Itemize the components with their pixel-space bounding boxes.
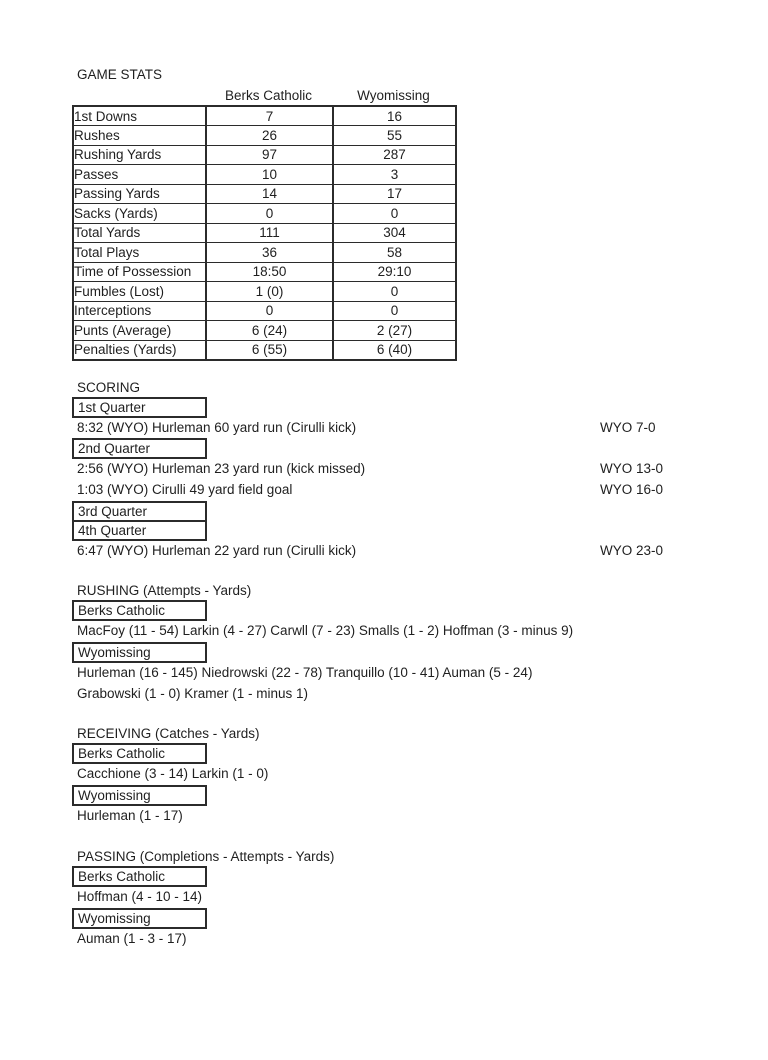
column-header-berks-catholic: Berks Catholic — [224, 88, 313, 103]
wyomissing-value: 58 — [333, 243, 456, 263]
spacer — [72, 361, 768, 380]
berks-catholic-value: 6 (24) — [206, 321, 333, 341]
wyomissing-value: 29:10 — [333, 262, 456, 282]
stats-row-rushing-yards — [73, 145, 456, 165]
passing-line — [72, 887, 768, 908]
receiving-line-text: Hurleman (1 - 17) — [77, 808, 183, 824]
berks-catholic-value: 7 — [206, 106, 333, 126]
stat-label: Rushes — [73, 126, 206, 146]
stat-label: 1st Downs — [73, 106, 206, 126]
passing-section-title: PASSING (Completions - Attempts - Yards) — [77, 848, 335, 864]
berks-catholic-value: 0 — [206, 204, 333, 224]
wyomissing-value: 287 — [333, 145, 456, 165]
berks-catholic-value: 0 — [206, 301, 333, 321]
wyomissing-value: 0 — [333, 301, 456, 321]
wyomissing-value: 6 (40) — [333, 340, 456, 360]
stats-table-header — [72, 88, 455, 104]
scoring-line — [72, 418, 768, 439]
column-header-wyomissing: Wyomissing — [357, 88, 430, 103]
stats-header-spacer — [72, 88, 205, 104]
wyomissing-value: 304 — [333, 223, 456, 243]
quarter-box-scoring-3rd-quarter: 3rd Quarter — [72, 501, 207, 522]
receiving-items — [72, 743, 768, 826]
stats-row-penalties-yards — [73, 340, 456, 360]
quarter-box-scoring-4th-quarter: 4th Quarter — [72, 520, 207, 541]
wyomissing-value: 16 — [333, 106, 456, 126]
scoring-section-title: SCORING — [77, 379, 141, 395]
scoring-items — [72, 397, 768, 562]
rushing-items — [72, 600, 768, 704]
wyomissing-value: 2 (27) — [333, 321, 456, 341]
passing-line-text: Hoffman (4 - 10 - 14) — [77, 888, 203, 904]
running-score: WYO 7-0 — [600, 419, 656, 435]
stats-row-passes — [73, 165, 456, 185]
receiving-line — [72, 806, 768, 827]
scoring-line — [72, 459, 768, 480]
team-box-passing-berks-catholic: Berks Catholic — [72, 866, 207, 887]
running-score: WYO 16-0 — [600, 481, 664, 497]
rushing-section — [72, 583, 768, 704]
stats-row-sacks-yards — [73, 204, 456, 224]
team-box-passing-wyomissing: Wyomissing — [72, 908, 207, 929]
rushing-line-text: Grabowski (1 - 0) Kramer (1 - minus 1) — [77, 685, 309, 701]
stat-label: Passing Yards — [73, 184, 206, 204]
scoring-line-text: 1:03 (WYO) Cirulli 49 yard field goal — [77, 481, 293, 497]
stats-row-total-plays — [73, 243, 456, 263]
berks-catholic-value: 10 — [206, 165, 333, 185]
receiving-section — [72, 726, 768, 826]
scoring-line — [72, 541, 768, 562]
stat-label: Interceptions — [73, 301, 206, 321]
wyomissing-value: 3 — [333, 165, 456, 185]
team-box-receiving-wyomissing: Wyomissing — [72, 785, 207, 806]
rushing-line-text: MacFoy (11 - 54) Larkin (4 - 27) Carwll (7 - 23) Smalls (1 - 2) Hoffman (3 - minus 9) — [77, 623, 574, 639]
berks-catholic-value: 36 — [206, 243, 333, 263]
stats-row-rushes — [73, 126, 456, 146]
berks-catholic-value: 1 (0) — [206, 282, 333, 302]
stats-row-fumbles-lost — [73, 282, 456, 302]
stat-label: Punts (Average) — [73, 321, 206, 341]
stats-row-time-of-possession — [73, 262, 456, 282]
stats-row-total-yards — [73, 223, 456, 243]
quarter-box-scoring-1st-quarter: 1st Quarter — [72, 397, 207, 418]
stat-label: Fumbles (Lost) — [73, 282, 206, 302]
stat-label: Sacks (Yards) — [73, 204, 206, 224]
stat-label: Rushing Yards — [73, 145, 206, 165]
berks-catholic-value: 14 — [206, 184, 333, 204]
wyomissing-value: 17 — [333, 184, 456, 204]
passing-line-text: Auman (1 - 3 - 17) — [77, 930, 187, 946]
page-title: GAME STATS — [77, 67, 163, 82]
berks-catholic-value: 6 (55) — [206, 340, 333, 360]
rushing-line-text: Hurleman (16 - 145) Niedrowski (22 - 78) Tranquillo (10 - 41) Auman (5 - 24) — [77, 665, 533, 681]
rushing-line — [72, 663, 768, 684]
stat-label: Total Yards — [73, 223, 206, 243]
quarter-box-scoring-2nd-quarter: 2nd Quarter — [72, 438, 207, 459]
wyomissing-value: 0 — [333, 204, 456, 224]
team-box-rushing-wyomissing: Wyomissing — [72, 642, 207, 663]
berks-catholic-value: 26 — [206, 126, 333, 146]
team-box-receiving-berks-catholic: Berks Catholic — [72, 743, 207, 764]
receiving-line-text: Cacchione (3 - 14) Larkin (1 - 0) — [77, 766, 269, 782]
receiving-line — [72, 764, 768, 785]
scoring-line-text: 6:47 (WYO) Hurleman 22 yard run (Cirulli kick) — [77, 542, 357, 558]
rushing-line — [72, 621, 768, 642]
berks-catholic-value: 18:50 — [206, 262, 333, 282]
scoring-line-text: 2:56 (WYO) Hurleman 23 yard run (kick missed) — [77, 461, 366, 477]
wyomissing-value: 0 — [333, 282, 456, 302]
rushing-line — [72, 684, 768, 705]
team-box-rushing-berks-catholic: Berks Catholic — [72, 600, 207, 621]
stat-label: Time of Possession — [73, 262, 206, 282]
stats-row-passing-yards — [73, 184, 456, 204]
scoring-section — [72, 380, 768, 562]
scoring-line — [72, 480, 768, 501]
passing-line — [72, 929, 768, 950]
wyomissing-value: 55 — [333, 126, 456, 146]
game-stats-table — [72, 105, 457, 361]
passing-items — [72, 866, 768, 949]
receiving-section-title: RECEIVING (Catches - Yards) — [77, 726, 260, 742]
rushing-section-title: RUSHING (Attempts - Yards) — [77, 583, 252, 599]
running-score: WYO 13-0 — [600, 461, 664, 477]
stat-label: Passes — [73, 165, 206, 185]
berks-catholic-value: 111 — [206, 223, 333, 243]
berks-catholic-value: 97 — [206, 145, 333, 165]
passing-section — [72, 849, 768, 949]
stats-row-1st-downs — [73, 106, 456, 126]
stat-label: Total Plays — [73, 243, 206, 263]
scoring-line-text: 8:32 (WYO) Hurleman 60 yard run (Cirulli kick) — [77, 419, 357, 435]
stats-row-interceptions — [73, 301, 456, 321]
stat-label: Penalties (Yards) — [73, 340, 206, 360]
stats-row-punts-average — [73, 321, 456, 341]
running-score: WYO 23-0 — [600, 542, 664, 558]
